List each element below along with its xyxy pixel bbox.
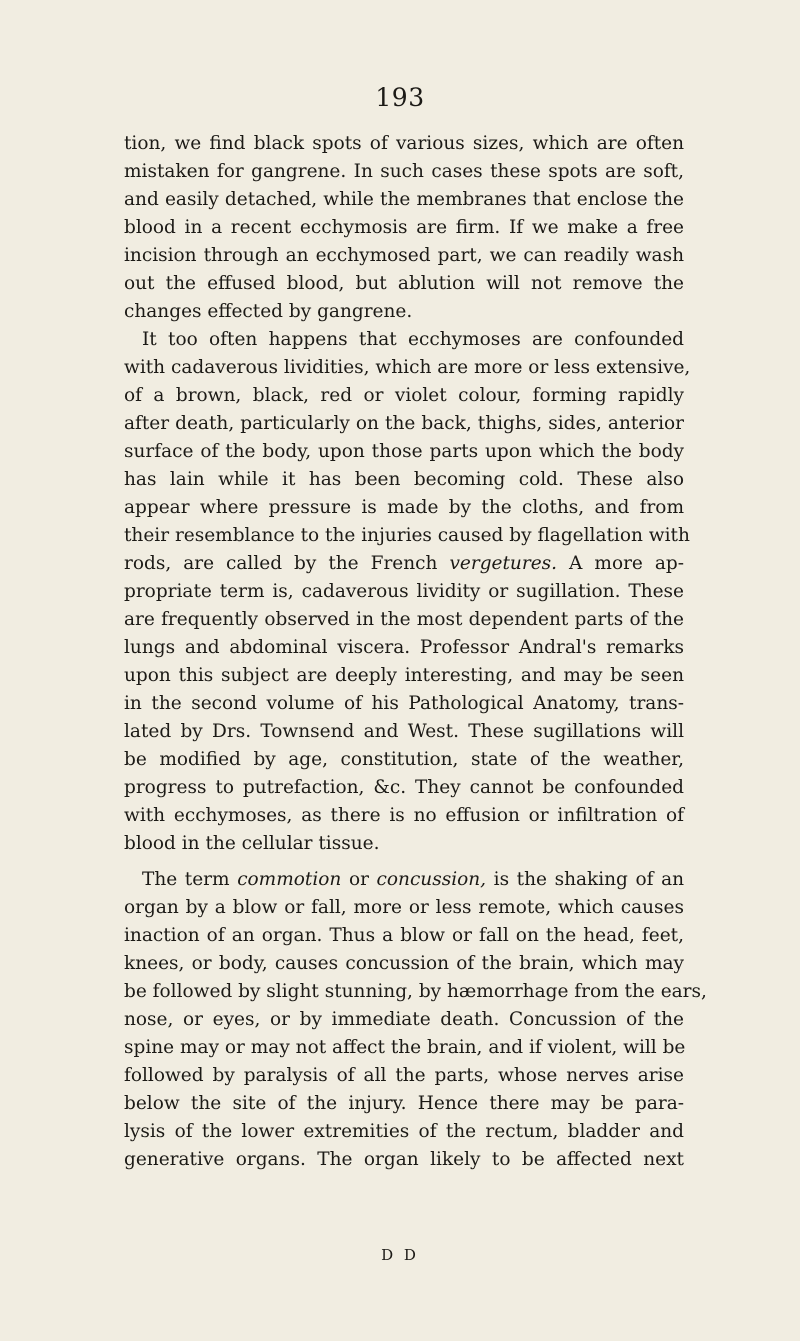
text-segment: The term (142, 869, 230, 890)
text-line: It too often happens that ecchymoses are confounded (142, 329, 684, 350)
text-line: upon this subject are deeply interesting, and may be seen (124, 665, 684, 686)
signature-mark: D D (381, 1246, 419, 1264)
text-segment: A more ap- (569, 553, 685, 574)
text-line: blood in a recent ecchymosis are firm. If we make a free (124, 217, 684, 238)
text-segment: is the shaking of an (493, 869, 685, 890)
text-line: inaction of an organ. Thus a blow or fall on the head, feet, (124, 925, 684, 946)
text-line: has lain while it has been becoming cold. These also (124, 469, 684, 490)
text-line: in the second volume of his Pathological Anatomy, trans- (124, 693, 684, 714)
text-line: propriate term is, cadaverous lividity or sugillation. These (124, 581, 684, 602)
italic-term: commotion (237, 869, 342, 890)
italic-term: vergetures. (449, 553, 558, 574)
text-line (142, 866, 684, 894)
text-line: progress to putrefaction, &c. They cannot be confounded (124, 777, 684, 798)
italic-term: concussion, (376, 869, 487, 890)
text-segment: or (348, 869, 369, 890)
text-segment: rods, are called by the French (124, 553, 438, 574)
text-line: below the site of the injury. Hence there may be para- (124, 1093, 684, 1114)
page-number: 193 (375, 83, 425, 112)
text-line: lated by Drs. Townsend and West. These sugillations will (124, 721, 684, 742)
text-line: knees, or body, causes concussion of the brain, which may (124, 953, 684, 974)
text-line: incision through an ecchymosed part, we can readily wash (124, 245, 684, 266)
text-line: mistaken for gangrene. In such cases these spots are soft, (124, 161, 684, 182)
text-line: blood in the cellular tissue. (124, 833, 380, 854)
text-line: organ by a blow or fall, more or less remote, which causes (124, 897, 684, 918)
text-line: after death, particularly on the back, thighs, sides, anterior (124, 413, 684, 434)
text-line: followed by paralysis of all the parts, whose nerves arise (124, 1065, 684, 1086)
text-line: of a brown, black, red or violet colour, forming rapidly (124, 385, 684, 406)
text-line: changes effected by gangrene. (124, 301, 413, 322)
text-line: are frequently observed in the most dependent parts of the (124, 609, 684, 630)
text-line: and easily detached, while the membranes that enclose the (124, 189, 684, 210)
text-line: generative organs. The organ likely to be affected next (124, 1149, 684, 1170)
text-line: surface of the body, upon those parts upon which the body (124, 441, 684, 462)
text-line: out the effused blood, but ablution will not remove the (124, 273, 684, 294)
text-line: lungs and abdominal viscera. Professor Andral's remarks (124, 637, 684, 658)
text-line: be followed by slight stunning, by hæmorrhage from the ears, (124, 981, 707, 1002)
text-line: their resemblance to the injuries caused by flagellation with (124, 525, 690, 546)
text-line: spine may or may not affect the brain, and if violent, will be (124, 1037, 686, 1058)
text-line: appear where pressure is made by the cloths, and from (124, 497, 684, 518)
text-line: nose, or eyes, or by immediate death. Concussion of the (124, 1009, 684, 1030)
text-line: lysis of the lower extremities of the rectum, bladder and (124, 1121, 684, 1142)
text-line: with cadaverous lividities, which are more or less extensive, (124, 357, 691, 378)
text-line: with ecchymoses, as there is no effusion or infiltration of (124, 805, 684, 826)
text-line (124, 550, 684, 578)
text-line: be modified by age, constitution, state of the weather, (124, 749, 684, 770)
text-line: tion, we find black spots of various sizes, which are often (124, 133, 684, 154)
